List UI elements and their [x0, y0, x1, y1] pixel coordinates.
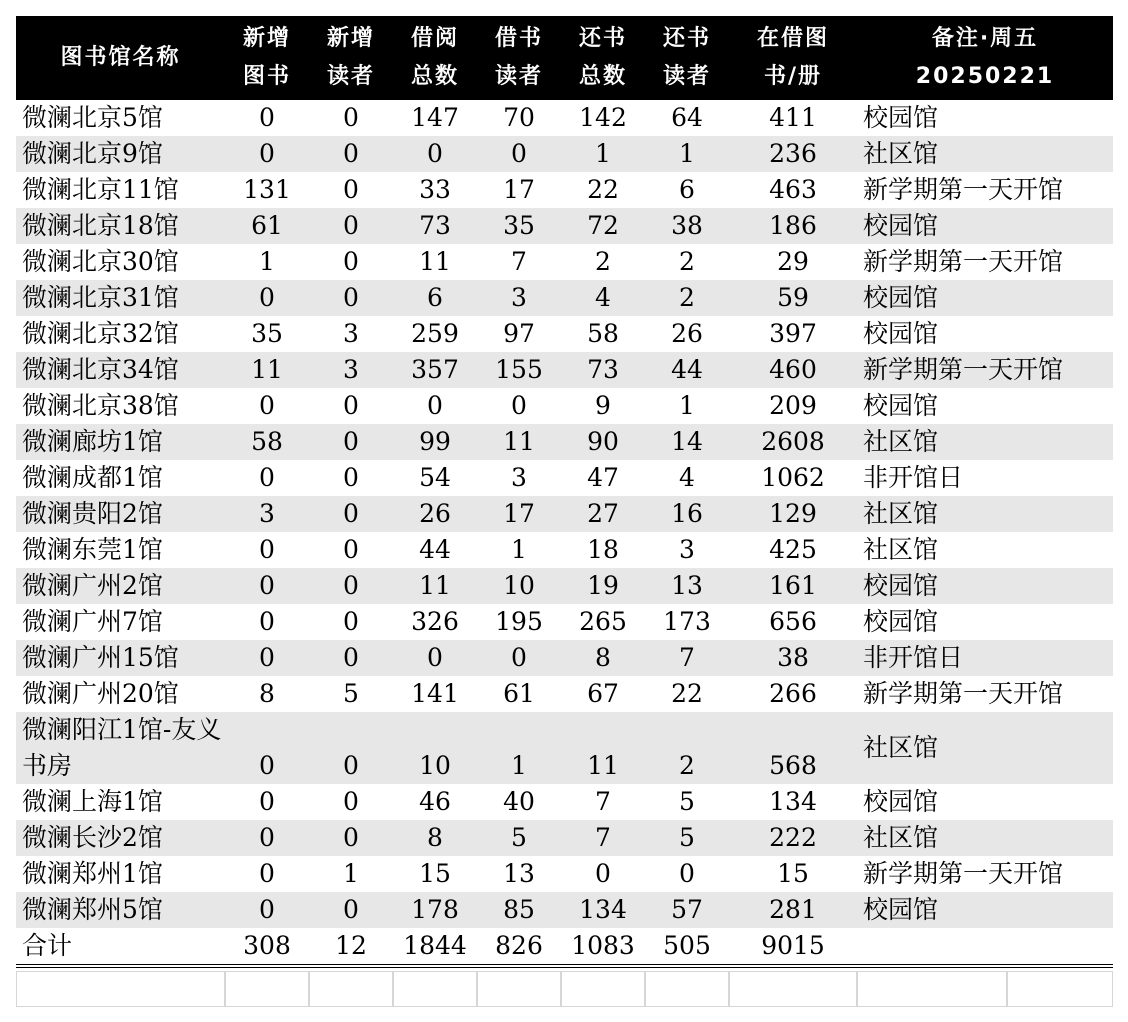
cell-borrow-total[interactable]: 10 — [393, 712, 477, 784]
cell-on-loan[interactable]: 209 — [769, 391, 817, 420]
cell-note[interactable]: 校园馆 — [857, 568, 1113, 604]
cell-on-loan[interactable]: 186 — [729, 208, 857, 244]
cell-note[interactable]: 社区馆 — [863, 535, 939, 564]
header-line: 读者 — [326, 64, 375, 89]
cell-note[interactable]: 校园馆 — [863, 607, 939, 636]
cell-on-loan[interactable]: 129 — [729, 496, 857, 532]
cell-borrow-total[interactable]: 46 — [419, 787, 451, 816]
cell-return-total[interactable]: 7 — [595, 787, 611, 816]
cell-library-name[interactable]: 合计 — [16, 928, 225, 966]
cell-return-total[interactable]: 73 — [561, 352, 645, 388]
cell-return-readers[interactable]: 44 — [645, 352, 729, 388]
cell-on-loan[interactable]: 411 — [769, 103, 817, 132]
cell-return-total[interactable]: 58 — [587, 319, 619, 348]
cell-on-loan[interactable]: 2608 — [729, 424, 857, 460]
table-row — [16, 856, 1113, 892]
cell-borrow-readers[interactable]: 97 — [503, 319, 535, 348]
cell-on-loan[interactable]: 397 — [769, 319, 817, 348]
cell-library-name[interactable]: 微澜北京9馆 — [16, 136, 225, 172]
cell-new-readers[interactable]: 0 — [343, 607, 359, 636]
cell-library-name[interactable]: 微澜北京5馆 — [22, 103, 163, 132]
cell-note[interactable] — [857, 928, 1113, 966]
empty-spreadsheet-row — [16, 971, 1113, 1007]
cell-new-books[interactable]: 131 — [243, 175, 291, 204]
cell-borrow-readers[interactable]: 13 — [503, 859, 535, 888]
cell-return-total[interactable]: 18 — [587, 535, 619, 564]
cell-return-total[interactable]: 67 — [587, 679, 619, 708]
cell-borrow-readers[interactable]: 0 — [477, 136, 561, 172]
table-row — [16, 388, 1113, 424]
cell-return-readers[interactable]: 173 — [663, 607, 711, 636]
table-row — [16, 532, 1113, 568]
cell-on-loan[interactable]: 38 — [729, 640, 857, 676]
cell-note[interactable]: 社区馆 — [857, 424, 1113, 460]
cell-borrow-total[interactable]: 26 — [393, 496, 477, 532]
header-return-readers[interactable] — [645, 16, 729, 100]
cell-note[interactable]: 新学期第一天开馆 — [863, 859, 1064, 888]
cell-new-readers[interactable]: 3 — [343, 319, 359, 348]
table-row — [16, 280, 1113, 316]
header-line: 借阅 — [410, 26, 459, 51]
cell-note[interactable]: 新学期第一天开馆 — [857, 352, 1113, 388]
cell-on-loan[interactable]: 656 — [769, 607, 817, 636]
cell-new-books[interactable]: 1 — [259, 247, 275, 276]
cell-return-total[interactable]: 27 — [561, 496, 645, 532]
table-row — [16, 640, 1113, 676]
cell-new-books[interactable]: 61 — [225, 208, 309, 244]
cell-on-loan[interactable]: 236 — [729, 136, 857, 172]
table-row — [16, 208, 1113, 244]
cell-note[interactable]: 社区馆 — [857, 820, 1113, 856]
cell-new-books[interactable]: 0 — [225, 136, 309, 172]
cell-borrow-readers[interactable]: 1 — [511, 535, 527, 564]
cell-new-books[interactable]: 3 — [225, 496, 309, 532]
cell-library-name[interactable]: 微澜贵阳2馆 — [16, 496, 225, 532]
library-stats-table — [16, 16, 1113, 968]
cell-new-readers[interactable]: 1 — [343, 859, 359, 888]
header-line: 新增 — [326, 26, 375, 51]
empty-cell[interactable] — [729, 971, 857, 1007]
cell-new-books[interactable]: 11 — [225, 352, 309, 388]
cell-on-loan[interactable]: 425 — [769, 535, 817, 564]
cell-new-books[interactable]: 0 — [225, 892, 309, 928]
cell-new-books[interactable]: 0 — [259, 103, 275, 132]
cell-borrow-total[interactable]: 147 — [411, 103, 459, 132]
cell-new-books[interactable]: 0 — [225, 640, 309, 676]
cell-borrow-total[interactable]: 6 — [393, 280, 477, 316]
empty-cell[interactable] — [225, 971, 309, 1007]
cell-return-total[interactable]: 90 — [561, 424, 645, 460]
cell-new-books[interactable]: 0 — [225, 568, 309, 604]
cell-borrow-total[interactable]: 15 — [419, 859, 451, 888]
cell-new-books[interactable]: 0 — [259, 535, 275, 564]
cell-library-name[interactable]: 微澜北京32馆 — [22, 319, 179, 348]
cell-return-readers[interactable]: 2 — [679, 247, 695, 276]
cell-library-name[interactable]: 微澜广州15馆 — [16, 640, 225, 676]
cell-return-readers[interactable]: 2 — [645, 280, 729, 316]
header-line: 20250221 — [915, 64, 1055, 89]
cell-return-readers[interactable]: 0 — [679, 859, 695, 888]
table-row — [16, 136, 1113, 172]
header-borrow-readers[interactable] — [477, 16, 561, 100]
empty-cell[interactable] — [561, 971, 645, 1007]
cell-borrow-total[interactable]: 1844 — [393, 928, 477, 966]
cell-new-readers[interactable]: 0 — [309, 712, 393, 784]
cell-new-books[interactable]: 35 — [251, 319, 283, 348]
cell-on-loan[interactable]: 161 — [729, 568, 857, 604]
header-return-total[interactable] — [561, 16, 645, 100]
cell-library-name[interactable]: 微澜北京11馆 — [22, 175, 179, 204]
cell-return-readers[interactable]: 2 — [645, 712, 729, 784]
header-line: 备注·周五 — [931, 26, 1039, 51]
cell-borrow-total[interactable]: 0 — [393, 640, 477, 676]
cell-note[interactable]: 社区馆 — [857, 136, 1113, 172]
cell-return-total[interactable]: 72 — [561, 208, 645, 244]
cell-library-name[interactable]: 微澜广州2馆 — [16, 568, 225, 604]
header-line: 新增 — [242, 26, 291, 51]
cell-library-name[interactable]: 微澜北京30馆 — [22, 247, 179, 276]
cell-new-books[interactable]: 0 — [259, 607, 275, 636]
cell-library-name[interactable]: 微澜成都1馆 — [22, 463, 163, 492]
cell-new-readers[interactable]: 0 — [309, 424, 393, 460]
cell-return-readers[interactable]: 6 — [679, 175, 695, 204]
cell-on-loan[interactable]: 15 — [777, 859, 809, 888]
cell-return-total[interactable]: 1083 — [561, 928, 645, 966]
cell-new-books[interactable]: 0 — [259, 787, 275, 816]
cell-note[interactable]: 校园馆 — [863, 319, 939, 348]
cell-new-readers[interactable]: 0 — [343, 463, 359, 492]
cell-note[interactable]: 新学期第一天开馆 — [863, 679, 1064, 708]
empty-cell[interactable] — [645, 971, 729, 1007]
cell-borrow-total[interactable]: 33 — [419, 175, 451, 204]
cell-borrow-readers[interactable]: 826 — [477, 928, 561, 966]
cell-library-name[interactable]: 微澜东莞1馆 — [22, 535, 163, 564]
cell-return-total[interactable]: 19 — [561, 568, 645, 604]
cell-return-readers[interactable]: 13 — [645, 568, 729, 604]
cell-new-readers[interactable]: 12 — [309, 928, 393, 966]
header-line: 还书 — [662, 26, 711, 51]
table-row — [16, 100, 1113, 136]
cell-return-readers[interactable]: 14 — [645, 424, 729, 460]
cell-note[interactable]: 社区馆 — [857, 712, 1113, 784]
cell-return-total[interactable]: 134 — [561, 892, 645, 928]
cell-library-name[interactable]: 微澜阳江1馆-友义书房 — [16, 712, 225, 784]
cell-library-name[interactable]: 微澜广州20馆 — [22, 679, 179, 708]
cell-on-loan[interactable]: 266 — [769, 679, 817, 708]
cell-on-loan[interactable]: 134 — [769, 787, 817, 816]
cell-return-total[interactable]: 0 — [595, 859, 611, 888]
cell-return-readers[interactable]: 7 — [645, 640, 729, 676]
cell-borrow-readers[interactable]: 5 — [477, 820, 561, 856]
cell-return-readers[interactable]: 22 — [671, 679, 703, 708]
cell-return-readers[interactable]: 57 — [645, 892, 729, 928]
cell-borrow-total[interactable]: 259 — [411, 319, 459, 348]
cell-new-readers[interactable]: 0 — [309, 208, 393, 244]
header-line: 还书 — [578, 26, 627, 51]
cell-new-books[interactable]: 0 — [225, 820, 309, 856]
header-row — [16, 16, 1113, 100]
cell-on-loan[interactable]: 1062 — [761, 463, 825, 492]
empty-cell[interactable] — [16, 971, 225, 1007]
table-row — [16, 820, 1113, 856]
cell-new-readers[interactable]: 0 — [343, 175, 359, 204]
cell-return-total[interactable]: 4 — [561, 280, 645, 316]
header-line: 读者 — [662, 64, 711, 89]
cell-library-name[interactable]: 微澜上海1馆 — [22, 787, 163, 816]
cell-borrow-readers[interactable]: 10 — [477, 568, 561, 604]
empty-cell[interactable] — [477, 971, 561, 1007]
cell-borrow-readers[interactable]: 3 — [477, 280, 561, 316]
cell-library-name[interactable]: 微澜郑州1馆 — [22, 859, 163, 888]
header-line: 在借图 — [756, 26, 829, 51]
cell-borrow-total[interactable]: 8 — [393, 820, 477, 856]
cell-borrow-total[interactable]: 44 — [419, 535, 451, 564]
header-line: 读者 — [494, 64, 543, 89]
cell-borrow-total[interactable]: 0 — [393, 136, 477, 172]
header-line: 总数 — [410, 64, 459, 89]
header-library-name[interactable]: 图书馆名称 — [16, 16, 225, 100]
cell-return-total[interactable]: 1 — [561, 136, 645, 172]
table-row — [16, 244, 1113, 280]
cell-new-readers[interactable]: 0 — [309, 820, 393, 856]
cell-borrow-total[interactable]: 99 — [393, 424, 477, 460]
table-row — [16, 784, 1113, 820]
cell-new-books[interactable]: 0 — [225, 280, 309, 316]
cell-library-name[interactable]: 微澜长沙2馆 — [16, 820, 225, 856]
cell-borrow-total[interactable]: 357 — [393, 352, 477, 388]
cell-new-readers[interactable]: 0 — [309, 136, 393, 172]
cell-return-readers[interactable]: 16 — [645, 496, 729, 532]
cell-library-name[interactable]: 微澜北京31馆 — [16, 280, 225, 316]
cell-borrow-readers[interactable]: 7 — [511, 247, 527, 276]
table-row — [16, 604, 1113, 640]
cell-borrow-total[interactable]: 54 — [419, 463, 451, 492]
cell-on-loan[interactable]: 9015 — [729, 928, 857, 966]
cell-note[interactable]: 校园馆 — [857, 208, 1113, 244]
cell-note[interactable]: 社区馆 — [857, 496, 1113, 532]
cell-return-readers[interactable]: 4 — [679, 463, 695, 492]
empty-cell[interactable] — [1007, 971, 1113, 1007]
total-row — [16, 928, 1113, 966]
cell-on-loan[interactable]: 222 — [729, 820, 857, 856]
cell-library-name[interactable]: 微澜北京38馆 — [22, 391, 179, 420]
cell-library-name[interactable]: 微澜廊坊1馆 — [16, 424, 225, 460]
cell-borrow-readers[interactable]: 11 — [477, 424, 561, 460]
cell-borrow-total[interactable]: 73 — [393, 208, 477, 244]
cell-return-readers[interactable]: 3 — [679, 535, 695, 564]
cell-note[interactable]: 校园馆 — [863, 391, 939, 420]
cell-new-readers[interactable]: 0 — [309, 280, 393, 316]
cell-borrow-total[interactable]: 0 — [427, 391, 443, 420]
cell-return-total[interactable]: 22 — [587, 175, 619, 204]
cell-return-total[interactable]: 142 — [579, 103, 627, 132]
cell-borrow-readers[interactable]: 17 — [477, 496, 561, 532]
cell-return-readers[interactable]: 26 — [671, 319, 703, 348]
cell-return-readers[interactable]: 1 — [645, 136, 729, 172]
cell-new-readers[interactable]: 0 — [343, 535, 359, 564]
cell-return-total[interactable]: 8 — [561, 640, 645, 676]
table-row — [16, 712, 1113, 784]
cell-new-readers[interactable]: 0 — [309, 568, 393, 604]
table-row — [16, 892, 1113, 928]
cell-borrow-readers[interactable]: 1 — [477, 712, 561, 784]
cell-note[interactable]: 新学期第一天开馆 — [863, 175, 1064, 204]
cell-note[interactable]: 非开馆日 — [863, 463, 964, 492]
table-row — [16, 424, 1113, 460]
cell-borrow-total[interactable]: 326 — [411, 607, 459, 636]
cell-new-books[interactable]: 0 — [259, 463, 275, 492]
cell-return-total[interactable]: 2 — [595, 247, 611, 276]
table-row — [16, 568, 1113, 604]
cell-return-readers[interactable]: 5 — [645, 820, 729, 856]
cell-new-books[interactable]: 0 — [259, 859, 275, 888]
cell-borrow-total[interactable]: 11 — [419, 247, 451, 276]
header-new-books[interactable] — [225, 16, 309, 100]
cell-borrow-readers[interactable]: 70 — [503, 103, 535, 132]
cell-return-total[interactable]: 7 — [561, 820, 645, 856]
table-row — [16, 172, 1113, 208]
cell-library-name[interactable]: 微澜郑州5馆 — [16, 892, 225, 928]
cell-note[interactable]: 非开馆日 — [857, 640, 1113, 676]
cell-note[interactable]: 校园馆 — [863, 787, 939, 816]
cell-note[interactable]: 校园馆 — [857, 892, 1113, 928]
cell-borrow-readers[interactable]: 155 — [477, 352, 561, 388]
cell-return-total[interactable]: 9 — [595, 391, 611, 420]
cell-new-readers[interactable]: 0 — [309, 496, 393, 532]
cell-return-total[interactable]: 11 — [561, 712, 645, 784]
cell-borrow-readers[interactable]: 17 — [503, 175, 535, 204]
cell-borrow-readers[interactable]: 0 — [511, 391, 527, 420]
cell-return-readers[interactable]: 64 — [671, 103, 703, 132]
table-body — [16, 100, 1113, 966]
cell-new-books[interactable]: 308 — [225, 928, 309, 966]
header-line: 图书 — [242, 64, 291, 89]
cell-new-readers[interactable]: 0 — [343, 247, 359, 276]
header-line: 借书 — [494, 26, 543, 51]
table-row — [16, 460, 1113, 496]
cell-borrow-readers[interactable]: 195 — [495, 607, 543, 636]
cell-new-readers[interactable]: 0 — [309, 640, 393, 676]
cell-borrow-total[interactable]: 178 — [393, 892, 477, 928]
table-row — [16, 316, 1113, 352]
cell-on-loan[interactable]: 460 — [729, 352, 857, 388]
empty-cell[interactable] — [857, 971, 1007, 1007]
empty-cell[interactable] — [309, 971, 393, 1007]
cell-new-readers[interactable]: 5 — [343, 679, 359, 708]
cell-new-readers[interactable]: 0 — [309, 892, 393, 928]
cell-return-readers[interactable]: 5 — [679, 787, 695, 816]
cell-borrow-readers[interactable]: 3 — [511, 463, 527, 492]
cell-new-books[interactable]: 0 — [225, 712, 309, 784]
cell-on-loan[interactable]: 568 — [729, 712, 857, 784]
table-row — [16, 496, 1113, 532]
cell-new-books[interactable]: 8 — [259, 679, 275, 708]
header-note[interactable] — [857, 16, 1113, 100]
cell-library-name[interactable]: 微澜北京18馆 — [16, 208, 225, 244]
cell-return-readers[interactable]: 1 — [679, 391, 695, 420]
cell-borrow-readers[interactable]: 35 — [477, 208, 561, 244]
header-line: 书/册 — [763, 64, 823, 89]
cell-note[interactable]: 校园馆 — [857, 280, 1113, 316]
cell-borrow-readers[interactable]: 40 — [503, 787, 535, 816]
empty-cell[interactable] — [393, 971, 477, 1007]
cell-borrow-total[interactable]: 141 — [411, 679, 459, 708]
cell-borrow-readers[interactable]: 61 — [503, 679, 535, 708]
cell-new-readers[interactable]: 0 — [343, 391, 359, 420]
cell-new-books[interactable]: 0 — [259, 391, 275, 420]
table-row — [16, 676, 1113, 712]
header-on-loan[interactable] — [729, 16, 857, 100]
header-new-readers[interactable] — [309, 16, 393, 100]
cell-note[interactable]: 新学期第一天开馆 — [863, 247, 1064, 276]
cell-new-readers[interactable]: 3 — [309, 352, 393, 388]
cell-library-name[interactable]: 微澜广州7馆 — [22, 607, 163, 636]
cell-on-loan[interactable]: 463 — [769, 175, 817, 204]
cell-new-readers[interactable]: 0 — [343, 787, 359, 816]
cell-borrow-readers[interactable]: 0 — [477, 640, 561, 676]
cell-return-readers[interactable]: 505 — [645, 928, 729, 966]
cell-return-total[interactable]: 47 — [587, 463, 619, 492]
spreadsheet — [16, 16, 1113, 968]
cell-note[interactable]: 校园馆 — [863, 103, 939, 132]
cell-on-loan[interactable]: 59 — [729, 280, 857, 316]
cell-library-name[interactable]: 微澜北京34馆 — [16, 352, 225, 388]
header-borrow-total[interactable] — [393, 16, 477, 100]
cell-new-readers[interactable]: 0 — [343, 103, 359, 132]
cell-return-readers[interactable]: 38 — [645, 208, 729, 244]
cell-on-loan[interactable]: 29 — [777, 247, 809, 276]
cell-new-books[interactable]: 58 — [225, 424, 309, 460]
cell-borrow-total[interactable]: 11 — [393, 568, 477, 604]
cell-borrow-readers[interactable]: 85 — [477, 892, 561, 928]
header-line: 总数 — [578, 64, 627, 89]
cell-on-loan[interactable]: 281 — [729, 892, 857, 928]
table-row — [16, 352, 1113, 388]
cell-return-total[interactable]: 265 — [579, 607, 627, 636]
